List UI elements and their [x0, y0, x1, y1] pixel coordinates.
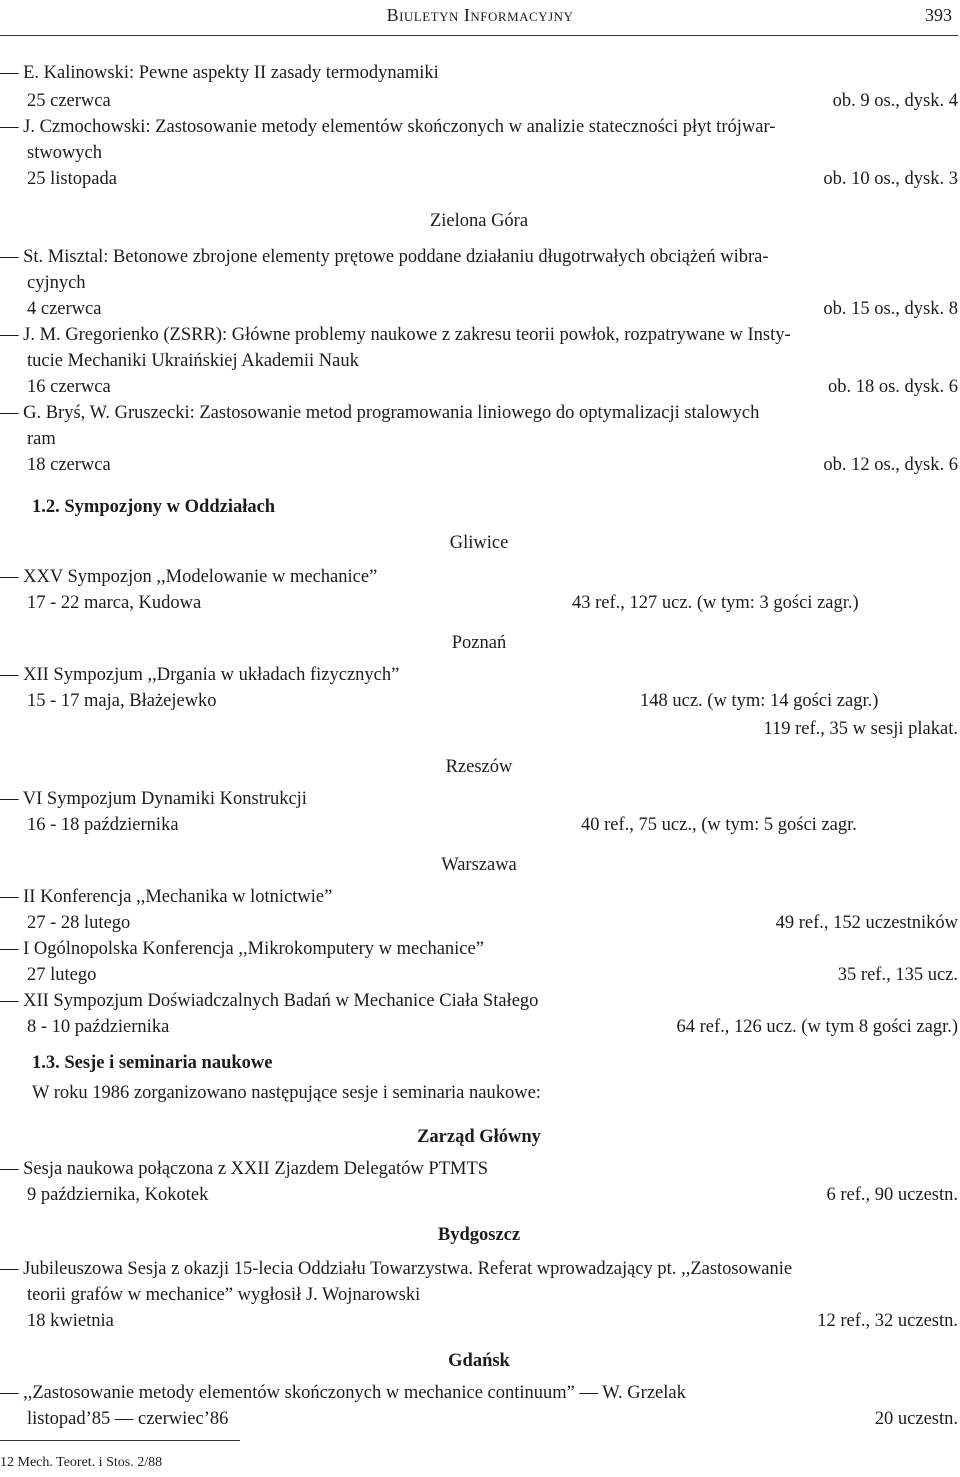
entry-stats: ob. 15 os., dysk. 8 [823, 299, 958, 319]
entry-stats: 64 ref., 126 ucz. (w tym 8 gości zagr.) [676, 1017, 958, 1037]
running-head: Biuletyn Informacyjny [386, 5, 574, 25]
entry-date: 18 kwietnia [27, 1311, 114, 1331]
symposium-xii2-meta [0, 1014, 958, 1040]
city-heading-gdansk: Gdańsk [448, 1351, 510, 1371]
city-heading-zielona-gora: Zielona Góra [429, 211, 529, 231]
entry-gregorienko-title: — J. M. Gregorienko (ZSRR): Główne problemy naukowe z zakresu teorii powłok, rozpatrywane w Insty- [0, 325, 791, 345]
entry-czmochowski-meta [0, 166, 958, 192]
entry-stats: ob. 10 os., dysk. 3 [823, 169, 958, 189]
entry-stats: ob. 12 os., dysk. 6 [823, 455, 958, 475]
conference-i-meta [0, 962, 958, 988]
symposium-xii-title: — XII Sympozjum ,,Drgania w układach fizycznych” [0, 665, 400, 685]
conference-i-title: — I Ogólnopolska Konferencja ,,Mikrokomputery w mechanice” [0, 939, 484, 959]
city-heading-zarzad: Zarząd Główny [417, 1127, 541, 1147]
entry-misztal-title: — St. Misztal: Betonowe zbrojone elementy prętowe poddane działaniu długotrwałych obciążeń wibra- [0, 247, 769, 267]
page-number: 393 [925, 5, 952, 25]
conference-ii-title: — II Konferencja ,,Mechanika w lotnictwie” [0, 887, 333, 907]
entry-stats: ob. 18 os. dysk. 6 [827, 377, 958, 397]
entry-date: 17 - 22 marca, Kudowa [27, 593, 202, 613]
entry-brys-title-cont: ram [27, 429, 56, 449]
entry-gregorienko-title-cont: tucie Mechaniki Ukraińskiej Akademii Nauk [27, 351, 359, 371]
symposium-xxv-meta [0, 590, 958, 616]
entry-date: listopad’85 — czerwiec’86 [27, 1409, 229, 1429]
entry-date: 25 listopada [27, 169, 117, 189]
entry-date: 15 - 17 maja, Błażejewko [27, 691, 217, 711]
page-footer: 12 Mech. Teoret. i Stos. 2/88 [0, 1455, 163, 1470]
entry-czmochowski-title: — J. Czmochowski: Zastosowanie metody elementów skończonych w analizie stateczności płyt trójwar- [0, 117, 776, 137]
entry-date: 27 - 28 lutego [27, 913, 131, 933]
session-bydgoszcz-title-cont: teorii grafów w mechanice” wygłosił J. Wojnarowski [27, 1285, 421, 1305]
entry-date: 9 października, Kokotek [27, 1185, 209, 1205]
entry-kalinowski-meta [0, 88, 958, 114]
section-heading-1-3: 1.3. Sesje i seminaria naukowe [32, 1053, 273, 1073]
entry-czmochowski-title-cont: stwowych [27, 143, 103, 163]
entry-stats: 12 ref., 32 uczestn. [817, 1311, 958, 1331]
entry-stats: 43 ref., 127 ucz. (w tym: 3 gości zagr.) [572, 593, 859, 613]
entry-stats: 148 ucz. (w tym: 14 gości zagr.) [640, 691, 879, 711]
entry-date: 16 czerwca [27, 377, 111, 397]
city-heading-warszawa: Warszawa [441, 855, 517, 875]
section-intro: W roku 1986 zorganizowano następujące sesje i seminaria naukowe: [32, 1083, 541, 1103]
footer-rule [0, 1440, 240, 1441]
city-heading-bydgoszcz: Bydgoszcz [437, 1225, 521, 1245]
entry-gregorienko-meta [0, 374, 958, 400]
session-bydgoszcz-title: — Jubileuszowa Sesja z okazji 15-lecia Oddziału Towarzystwa. Referat wprowadzający pt. ,,Zastosowanie [0, 1259, 793, 1279]
symposium-vi-title: — VI Sympozjum Dynamiki Konstrukcji [0, 789, 307, 809]
entry-stats: 35 ref., 135 ucz. [837, 965, 958, 985]
city-heading-gliwice: Gliwice [449, 533, 509, 553]
entry-date: 16 - 18 października [27, 815, 179, 835]
entry-stats: ob. 9 os., dysk. 4 [832, 91, 958, 111]
symposium-vi-meta [0, 812, 958, 838]
session-zarzad-meta [0, 1182, 958, 1208]
section-heading-1-2: 1.2. Sympozjony w Oddziałach [32, 497, 276, 517]
session-bydgoszcz-meta [0, 1308, 958, 1334]
entry-stats: 40 ref., 75 ucz., (w tym: 5 gości zagr. [581, 815, 857, 835]
page-header [0, 2, 960, 28]
entry-stats: 20 uczestn. [874, 1409, 958, 1429]
entry-brys-meta [0, 452, 958, 478]
entry-date: 4 czerwca [27, 299, 102, 319]
session-zarzad-title: — Sesja naukowa połączona z XXII Zjazdem Delegatów PTMTS [0, 1159, 489, 1179]
entry-date: 25 czerwca [27, 91, 111, 111]
entry-stats: 49 ref., 152 uczestników [775, 913, 958, 933]
entry-stats-2: 119 ref., 35 w sesji plakat. [763, 719, 958, 739]
city-heading-rzeszow: Rzeszów [445, 757, 513, 777]
symposium-xii2-title: — XII Sympozjum Doświadczalnych Badań w Mechanice Ciała Stałego [0, 991, 539, 1011]
entry-stats: 6 ref., 90 uczestn. [826, 1185, 958, 1205]
header-rule [0, 35, 958, 36]
entry-misztal-title-cont: cyjnych [27, 273, 86, 293]
entry-date: 27 lutego [27, 965, 97, 985]
symposium-xxv-title: — XXV Sympozjon ,,Modelowanie w mechanice” [0, 567, 378, 587]
conference-ii-meta [0, 910, 958, 936]
seminar-gdansk-meta [0, 1406, 958, 1432]
entry-date: 18 czerwca [27, 455, 111, 475]
entry-date: 8 - 10 października [27, 1017, 170, 1037]
seminar-gdansk-title: — ,,Zastosowanie metody elementów skończonych w mechanice continuum” — W. Grzelak [0, 1383, 686, 1403]
entry-brys-title: — G. Bryś, W. Gruszecki: Zastosowanie metod programowania liniowego do optymalizacji stalowych [0, 403, 760, 423]
entry-kalinowski-title: — E. Kalinowski: Pewne aspekty II zasady termodynamiki [0, 63, 439, 83]
symposium-xii-meta [0, 688, 958, 714]
entry-misztal-meta [0, 296, 958, 322]
city-heading-poznan: Poznań [451, 633, 507, 653]
